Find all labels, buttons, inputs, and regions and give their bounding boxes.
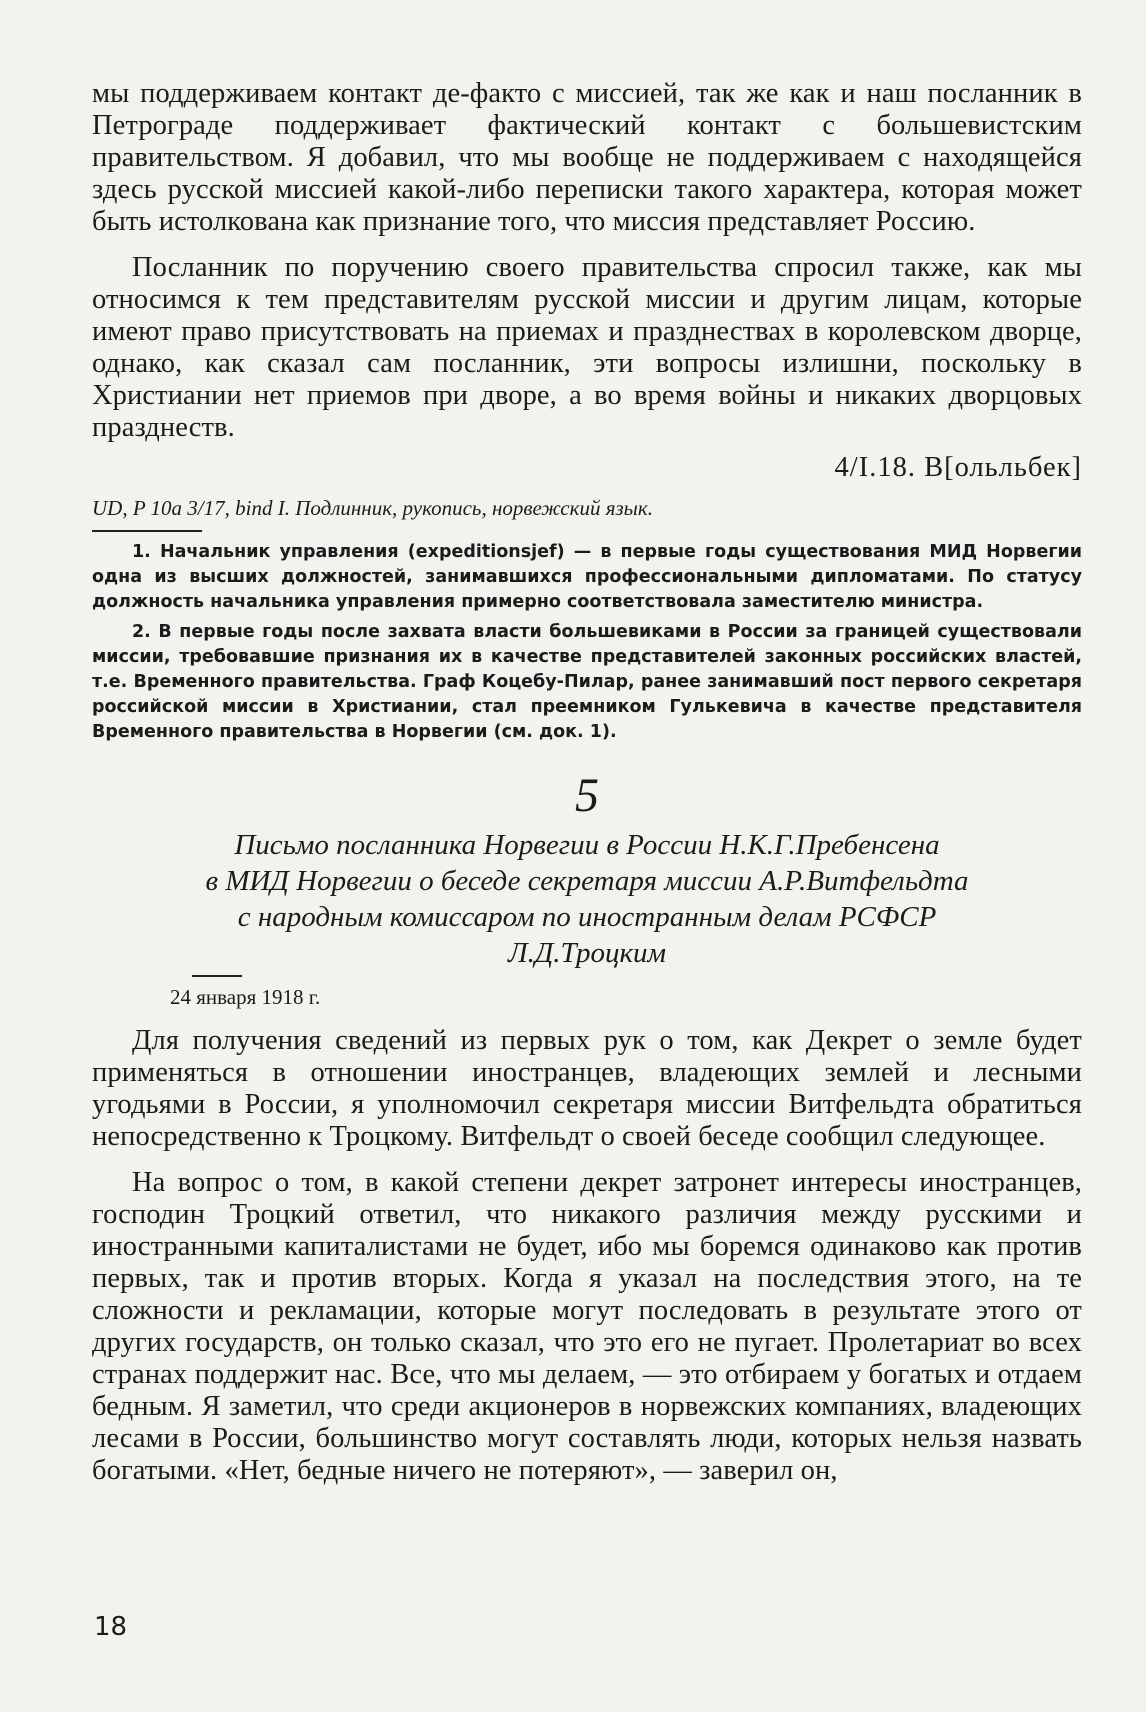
footnote: 1. Начальник управления (expeditionsjef) — в первые годы существования МИД Норвегии одна из высших должностей, занимавшихся профессиональными дипломатами. По статусу должность начальника управления примерно соответствовала заместителю министра. [92, 542, 1082, 612]
archive-source: UD, P 10a 3/17, bind I. Подлинник, рукопись, норвежский язык. [92, 496, 653, 520]
document-title-line: с народным комиссаром по иностранным делам РСФСР [237, 901, 937, 933]
body-paragraph: Для получения сведений из первых рук о том, как Декрет о земле будет применяться в отношении иностранцев, владеющих землей и лесными угодьями в России, я уполномочил секретаря миссии Витфельдта обратиться непосредственно к Троцкому. Витфельдт о своей беседе сообщил следующее. [92, 1025, 1082, 1152]
page-content [92, 78, 1082, 1487]
document-number: 5 [575, 769, 599, 822]
title-divider [192, 975, 242, 977]
signature: 4/I.18. В[ольльбек] [834, 452, 1082, 483]
body-paragraph: Посланник по поручению своего правительства спросил также, как мы относимся к тем представителям русской миссии и другим лицам, которые имеют право присутствовать на приемах и празднествах в королевском дворце, однако, как сказал сам посланник, эти вопросы излишни, поскольку в Христиании нет приемов при дворе, а во время войны и никаких дворцовых празднеств. [92, 252, 1082, 443]
document-title-line: Письмо посланника Норвегии в России Н.К.Г.Пребенсена [234, 829, 940, 861]
document-title [92, 827, 1082, 971]
document-date: 24 января 1918 г. [170, 985, 321, 1009]
body-paragraph: На вопрос о том, в какой степени декрет затронет интересы иностранцев, господин Троцкий ответил, что никакого различия между русскими и иностранными капиталистами не будет, ибо мы боремся одинаково как против первых, так и против вторых. Когда я указал на последствия этого, на те сложности и рекламации, которые могут последовать в результате этого от других государств, он только сказал, что это его не пугает. Пролетариат во всех странах поддержит нас. Все, что мы делаем, — это отбираем у богатых и отдаем бедным. Я заметил, что среди акционеров в норвежских компаниях, владеющих лесами в России, большинство могут составлять люди, которых нельзя назвать богатыми. «Нет, бедные ничего не потеряют», — заверил он, [92, 1167, 1082, 1486]
footnote-divider [92, 530, 202, 532]
page-number: 18 [94, 1612, 128, 1642]
document-title-line: Л.Д.Троцким [507, 937, 667, 969]
body-paragraph: мы поддерживаем контакт де-факто с миссией, так же как и наш посланник в Петрограде поддерживает фактический контакт с большевистским правительством. Я добавил, что мы вообще не поддерживаем с находящейся здесь русской миссией какой-либо переписки такого характера, которая может быть истолкована как признание того, что миссия представляет Россию. [92, 78, 1082, 237]
document-title-line: в МИД Норвегии о беседе секретаря миссии А.Р.Витфельдта [205, 865, 969, 897]
footnote: 2. В первые годы после захвата власти большевиками в России за границей существовали миссии, требовавшие признания их в качестве представителей законных российских властей, т.е. Временного правительства. Граф Коцебу-Пилар, ранее занимавший пост первого секретаря российской миссии в Христиании, стал преемником Гулькевича в качестве представителя Временного правительства в Норвегии (см. док. 1). [92, 622, 1082, 742]
